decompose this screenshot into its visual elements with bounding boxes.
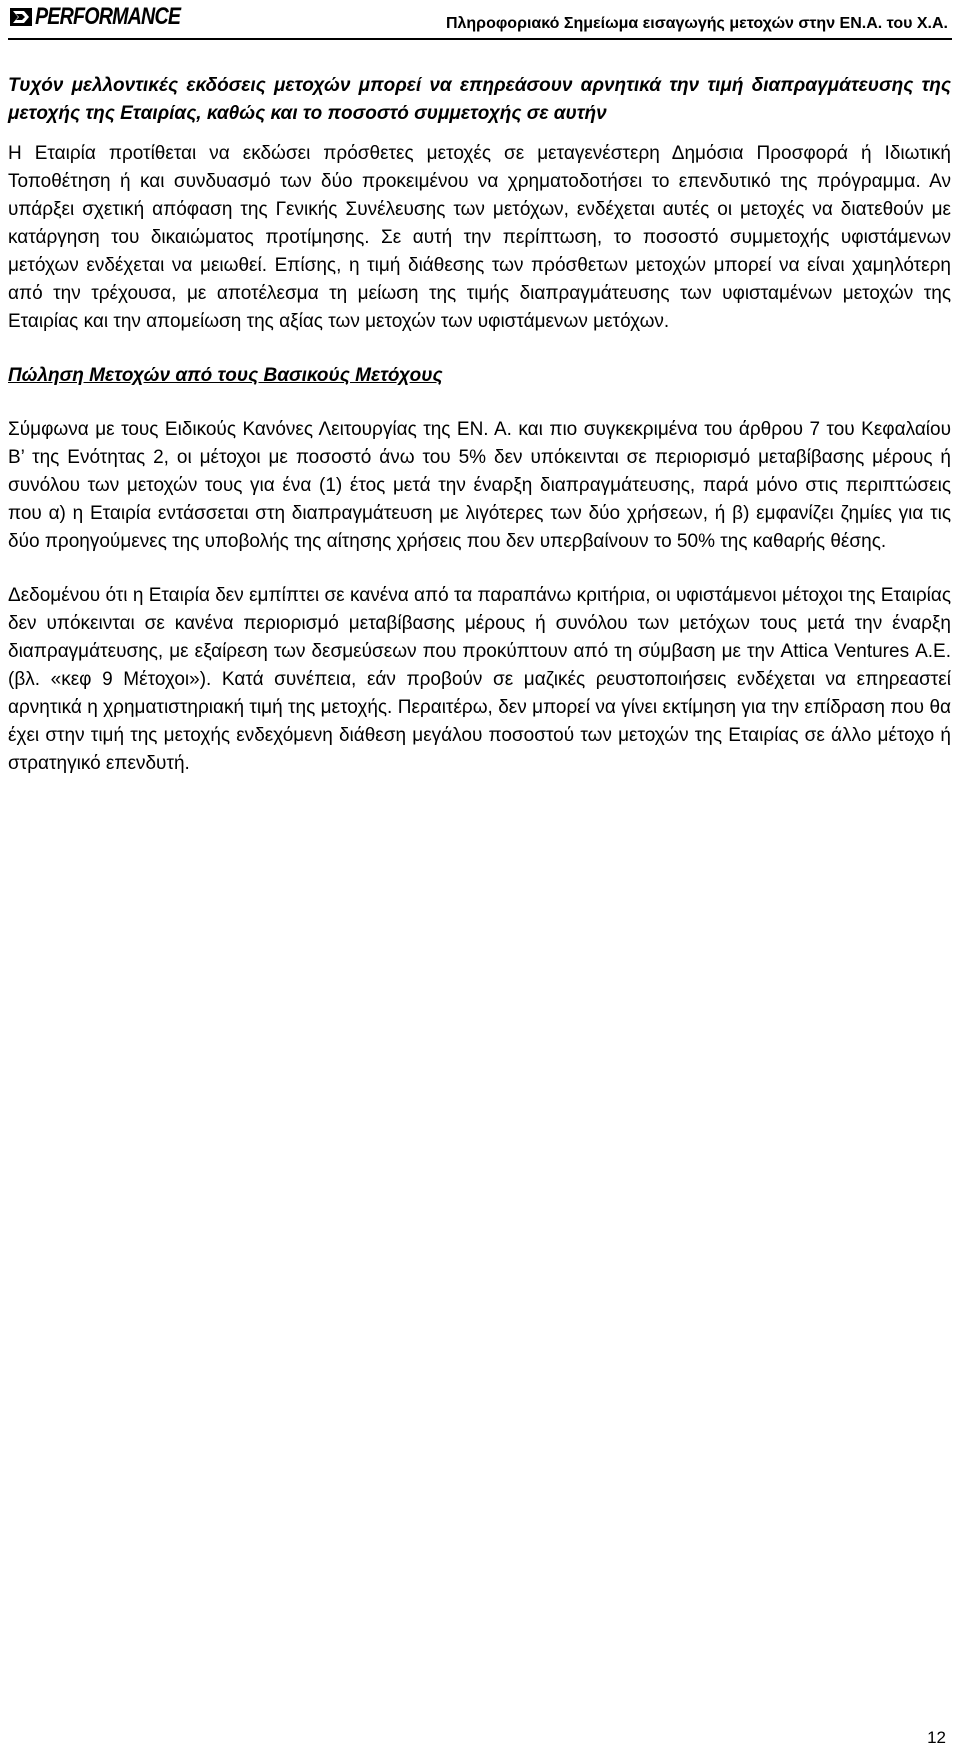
performance-logo bbox=[10, 4, 212, 30]
section-heading-share-issuance: Τυχόν μελλοντικές εκδόσεις μετοχών μπορεί να επηρεάσουν αρνητικά την τιμή διαπραγμάτευσης της μετοχής της Εταιρίας, καθώς και το ποσοστό συμμετοχής σε αυτήν bbox=[8, 75, 951, 124]
section-heading-share-sale: Πώληση Μετοχών από τους Βασικούς Μετόχους bbox=[8, 365, 443, 386]
header-divider bbox=[8, 38, 952, 40]
logo-mark-icon bbox=[10, 6, 32, 28]
document-title: Πληροφοριακό Σημείωμα εισαγωγής μετοχών στην ΕΝ.Α. του Χ.Α. bbox=[445, 15, 948, 32]
paragraph-shareholder-restrictions: Δεδομένου ότι η Εταιρία δεν εμπίπτει σε κανένα από τα παραπάνω κριτήρια, οι υφιστάμενοι μέτοχοι της Εταιρίας δεν υπόκεινται σε κανένα περιορισμό μεταβίβασης μέρους ή συνόλου των μετόχων τους μετά την έναρξη διαπραγμάτευσης, με εξαίρεση των δεσμεύσεων που προκύπτουν από τη σύμβαση με την Attica Ventures Α.Ε. (βλ. «κεφ 9 Μέτοχοι»). Κατά συνέπεια, εάν προβούν σε μαζικές ρευστοποιήσεις ενδέχεται να επηρεαστεί αρνητικά η χρηματιστηριακή τιμή της μετοχής. Περαιτέρω, δεν μπορεί να γίνει εκτίμηση για την επίδραση που θα έχει στην τιμή της μετοχής ενδεχόμενη διάθεση μεγάλου ποσοστού των μετοχών της Εταιρίας σε άλλο μέτοχο ή στρατηγικό επενδυτή. bbox=[8, 585, 951, 774]
logo-text: PERFORMANCE bbox=[35, 3, 181, 30]
page-number: 12 bbox=[927, 1728, 946, 1747]
paragraph-share-issuance: Η Εταιρία προτίθεται να εκδώσει πρόσθετες μετοχές σε μεταγενέστερη Δημόσια Προσφορά ή Ιδιωτική Τοποθέτηση ή και συνδυασμό των δύο προκειμένου να χρηματοδοτήσει το επενδυτικό της πρόγραμμα. Αν υπάρξει σχετική απόφαση της Γενικής Συνέλευσης των μετόχων, ενδέχεται αυτές οι μετοχές να διατεθούν με κατάργηση του δικαιώματος προτίμησης. Σε αυτή την περίπτωση, το ποσοστό συμμετοχής υφιστάμενων μετόχων ενδέχεται να μειωθεί. Επίσης, η τιμή διάθεσης των πρόσθετων μετοχών μπορεί να είναι χαμηλότερη από την τρέχουσα, με αποτέλεσμα τη μείωση της τιμής διαπραγμάτευσης των υφισταμένων μετοχών της Εταιρίας και την απομείωση της αξίας των μετοχών των υφιστάμενων μετόχων. bbox=[8, 143, 951, 332]
paragraph-trading-rules: Σύμφωνα με τους Ειδικούς Κανόνες Λειτουργίας της ΕΝ. Α. και πιο συγκεκριμένα του άρθρου 7 του Κεφαλαίου Β’ της Ενότητας 2, οι μέτοχοι με ποσοστό άνω του 5% δεν υπόκεινται σε περιορισμό μεταβίβασης μέρους ή συνόλου των μετοχών τους για ένα (1) έτος μετά την έναρξη διαπραγμάτευσης, παρά μόνο στις περιπτώσεις που α) η Εταιρία εντάσσεται στη διαπραγμάτευση με λιγότερες των δύο χρήσεων, ή β) εμφανίζει ζημίες για τις δύο προηγούμενες της υποβολής της αίτησης χρήσεις που δεν υπερβαίνουν το 50% της καθαρής θέσης. bbox=[8, 419, 951, 552]
document-body bbox=[8, 72, 951, 778]
page-header bbox=[0, 0, 960, 40]
